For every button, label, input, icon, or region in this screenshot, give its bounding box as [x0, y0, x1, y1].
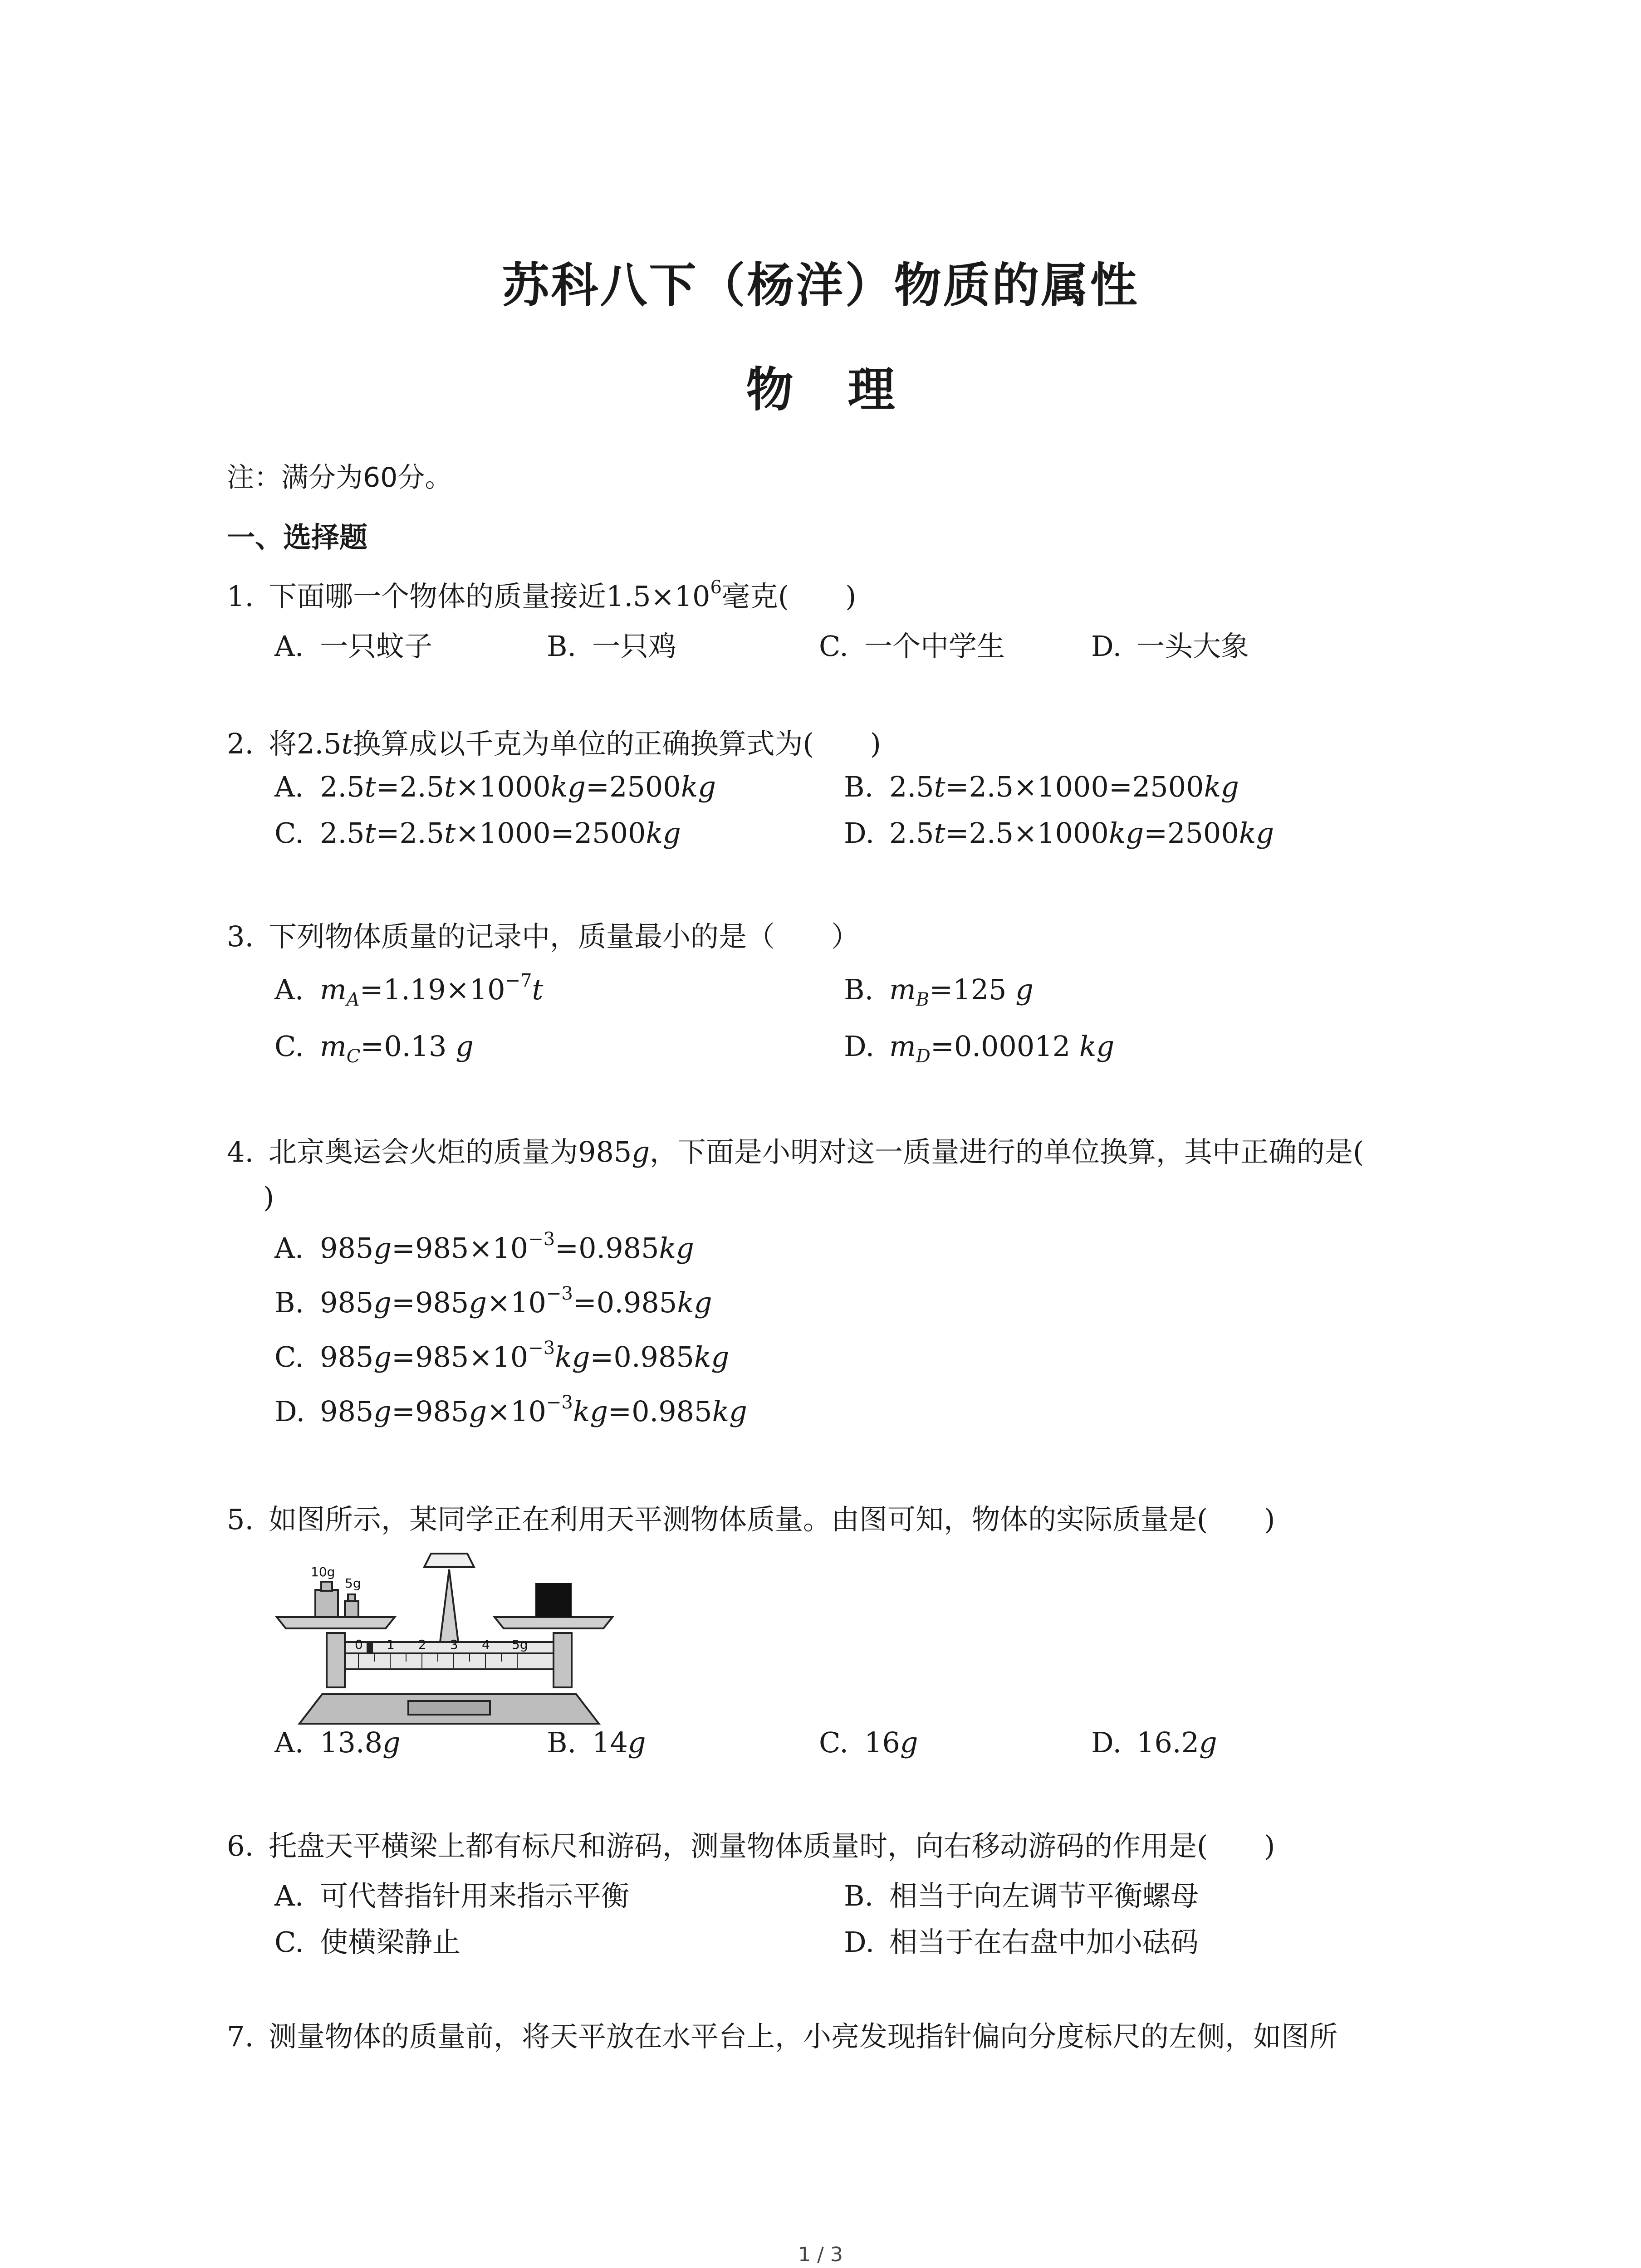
question-text: 下面哪一个物体的质量接近1.5×10 — [269, 580, 710, 613]
question-7: 7. 测量物体的质量前，将天平放在水平台上，小亮发现指针偏向分度标尺的左侧，如图所 — [227, 2020, 1338, 2053]
subject-heading — [0, 352, 1641, 420]
scale-tick-0: 0 — [355, 1637, 363, 1652]
page-number: 1 / 3 — [798, 2243, 843, 2266]
option-c: C. 一个中学生 — [819, 630, 1005, 663]
option-b: B. $m_B=125$ g — [844, 973, 1034, 1010]
option-d: D. 16.2g — [1091, 1726, 1217, 1759]
option-c: C. $985g=985\times 10^{-3}kg=0.985kg$ — [274, 1338, 730, 1374]
exponent: 6 — [710, 577, 722, 598]
subject-char-1: 物 — [746, 362, 794, 417]
option-c: C. $m_C=0.13$ g — [274, 1030, 474, 1067]
option-a: A. 可代替指针用来指示平衡 — [274, 1879, 630, 1912]
option-d: D. 一头大象 — [1091, 630, 1249, 663]
option-a: A. 13.8g — [274, 1726, 401, 1759]
option-d: D. $m_D=0.00012$ kg — [844, 1030, 1115, 1067]
section-heading: 一、选择题 — [227, 521, 368, 554]
weight-label-10g: 10g — [311, 1564, 335, 1579]
option-b: B. 相当于向左调节平衡螺母 — [844, 1879, 1199, 1912]
subject-char-2: 理 — [847, 362, 895, 417]
option-a: A. $m_A=1.19\times 10^{-7}t$ — [274, 970, 544, 1010]
option-c: C. 使横梁静止 — [274, 1926, 461, 1959]
option-d: D. $985g=985g\times 10^{-3}kg=0.985kg$ — [274, 1392, 747, 1428]
option-c: C. 16g — [819, 1726, 918, 1759]
scale-tick-5: 5g — [512, 1637, 528, 1652]
question-text-end: 毫克( ) — [721, 580, 857, 613]
question-3: 3. 下列物体质量的记录中，质量最小的是（ ） — [227, 920, 860, 953]
option-a: A. 2.5t=2.5t×1000kg=2500kg — [274, 770, 716, 803]
option-a: A. 一只蚊子 — [274, 630, 433, 663]
question-2: 2. 将2.5t换算成以千克为单位的正确换算式为( ) — [227, 727, 881, 760]
option-c: C. 2.5t=2.5t×1000=2500kg — [274, 816, 681, 850]
document-title: 苏科八下（杨洋）物质的属性 — [502, 258, 1139, 313]
option-b: B. $985g=985g\times 10^{-3}=0.985kg$ — [274, 1283, 712, 1319]
option-b: B. 2.5t=2.5×1000=2500kg — [844, 770, 1239, 803]
option-d: D. 相当于在右盘中加小砝码 — [844, 1926, 1199, 1959]
option-b: B. 14g — [547, 1726, 646, 1759]
question-5: 5. 如图所示，某同学正在利用天平测物体质量。由图可知，物体的实际质量是( ) — [227, 1503, 1275, 1536]
scale-tick-1: 1 — [387, 1637, 395, 1652]
question-1 — [227, 574, 856, 619]
scale-tick-4: 4 — [482, 1637, 490, 1652]
question-4: 4. 北京奥运会火炬的质量为985g，下面是小明对这一质量进行的单位换算，其中正确的是( — [227, 1135, 1364, 1168]
scale-tick-2: 2 — [418, 1637, 426, 1652]
scale-tick-3: 3 — [450, 1637, 458, 1652]
measured-object — [535, 1583, 572, 1617]
score-note: 注：满分为60分。 — [227, 462, 452, 494]
option-a: A. $985g=985\times 10^{-3}=0.985kg$ — [274, 1229, 694, 1265]
option-b: B. 一只鸡 — [547, 630, 677, 663]
question-4-continued: ) — [263, 1181, 274, 1214]
question-6: 6. 托盘天平横梁上都有标尺和游码，测量物体质量时，向右移动游码的作用是( ) — [227, 1829, 1275, 1862]
option-d: D. 2.5t=2.5×1000kg=2500kg — [844, 816, 1274, 850]
weight-label-5g: 5g — [345, 1576, 361, 1591]
question-number: 1. — [227, 580, 254, 613]
balance-scale-figure — [272, 1549, 626, 1730]
